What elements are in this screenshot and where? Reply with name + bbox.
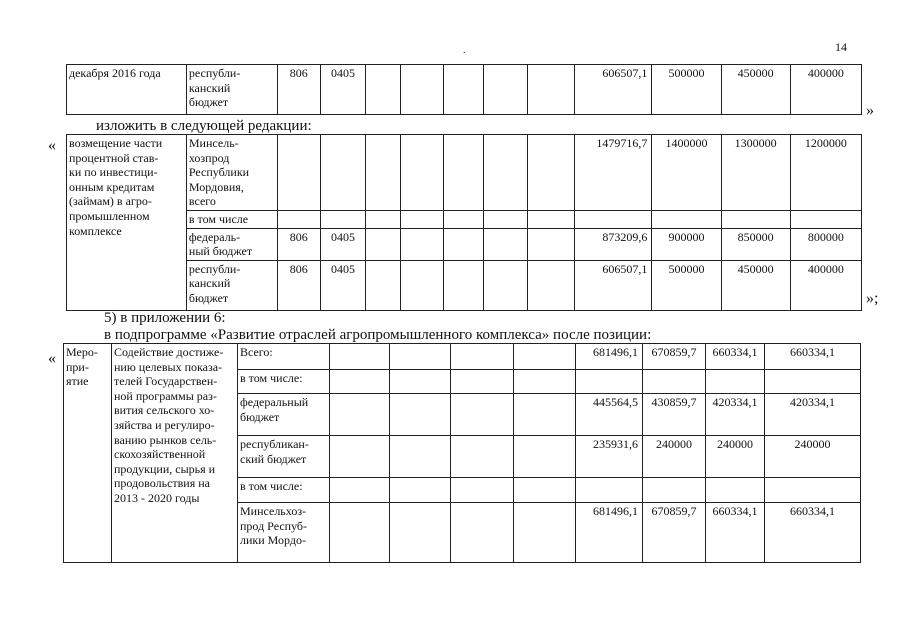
cell-value: 800000 bbox=[790, 228, 861, 260]
cell-empty bbox=[528, 210, 574, 228]
cell-empty bbox=[330, 344, 390, 370]
cell-empty bbox=[765, 478, 861, 503]
cell-value: 660334,1 bbox=[765, 503, 861, 563]
cell-empty bbox=[390, 478, 451, 503]
cell-empty bbox=[483, 210, 527, 228]
cell-empty bbox=[400, 65, 443, 115]
cell-empty bbox=[574, 210, 652, 228]
cell-value: 681496,1 bbox=[576, 503, 643, 563]
page-number: 14 bbox=[835, 40, 847, 54]
close-quote: »; bbox=[866, 290, 879, 307]
cell-empty bbox=[721, 210, 790, 228]
cell-value: 450000 bbox=[721, 65, 790, 115]
close-quote: » bbox=[866, 102, 874, 119]
cell-value: 235931,6 bbox=[576, 436, 643, 478]
cell-value: 445564,5 bbox=[576, 394, 643, 436]
cell-budget: республи- канский бюджет bbox=[186, 65, 277, 115]
cell-empty bbox=[330, 370, 390, 394]
cell-empty bbox=[514, 344, 576, 370]
cell-empty bbox=[451, 394, 514, 436]
cell-value: 240000 bbox=[643, 436, 706, 478]
cell-value: 400000 bbox=[790, 260, 861, 310]
section-heading: 5) в приложении 6: bbox=[104, 310, 226, 326]
cell-value: 670859,7 bbox=[643, 503, 706, 563]
cell-empty bbox=[706, 478, 765, 503]
cell-value: 420334,1 bbox=[765, 394, 861, 436]
cell-period: декабря 2016 года bbox=[67, 65, 187, 115]
cell-empty bbox=[514, 503, 576, 563]
cell-value: 1400000 bbox=[652, 135, 721, 211]
cell-value: 240000 bbox=[765, 436, 861, 478]
cell-empty bbox=[330, 436, 390, 478]
cell-empty bbox=[400, 228, 443, 260]
cell-empty bbox=[390, 370, 451, 394]
cell-value: 1300000 bbox=[721, 135, 790, 211]
cell-value: 660334,1 bbox=[706, 344, 765, 370]
cell-empty bbox=[576, 478, 643, 503]
cell-value: 430859,7 bbox=[643, 394, 706, 436]
cell-value: 850000 bbox=[721, 228, 790, 260]
cell-empty bbox=[330, 503, 390, 563]
table-new-wording bbox=[66, 134, 862, 311]
cell-value: 500000 bbox=[652, 260, 721, 310]
cell-empty bbox=[366, 260, 401, 310]
open-quote: « bbox=[48, 350, 56, 367]
scan-dot: . bbox=[463, 45, 466, 56]
cell-empty bbox=[390, 394, 451, 436]
cell-empty bbox=[643, 370, 706, 394]
cell-label: в том числе: bbox=[238, 478, 330, 503]
cell-empty bbox=[451, 370, 514, 394]
cell-empty bbox=[483, 135, 527, 211]
cell-empty bbox=[451, 503, 514, 563]
cell-empty bbox=[330, 478, 390, 503]
cell-empty bbox=[451, 344, 514, 370]
cell-label: в том числе: bbox=[238, 370, 330, 394]
cell-code-0405: 0405 bbox=[320, 65, 365, 115]
table-subprogram bbox=[63, 343, 861, 563]
cell-empty bbox=[514, 478, 576, 503]
table-continuation bbox=[66, 64, 862, 115]
cell-empty bbox=[514, 436, 576, 478]
cell-value: 500000 bbox=[652, 65, 721, 115]
cell-label: федеральный бюджет bbox=[238, 394, 330, 436]
cell-empty bbox=[320, 210, 365, 228]
cell-empty bbox=[390, 436, 451, 478]
table-row bbox=[67, 210, 862, 228]
cell-code: 0405 bbox=[320, 228, 365, 260]
cell-value: 606507,1 bbox=[574, 65, 652, 115]
cell-empty bbox=[443, 210, 483, 228]
cell-empty bbox=[514, 370, 576, 394]
cell-value: 420334,1 bbox=[706, 394, 765, 436]
cell-budget: республи- канский бюджет bbox=[186, 260, 277, 310]
section-subheading: в подпрограмме «Развитие отраслей агропромышленного комплекса» после позиции: bbox=[104, 327, 652, 343]
cell-empty bbox=[366, 135, 401, 211]
cell-type: Меро- при- ятие bbox=[64, 344, 112, 563]
cell-value: 670859,7 bbox=[643, 344, 706, 370]
cell-value: 1200000 bbox=[790, 135, 861, 211]
open-quote: « bbox=[48, 137, 56, 154]
cell-empty bbox=[528, 228, 574, 260]
cell-empty bbox=[483, 65, 527, 115]
cell-empty bbox=[451, 478, 514, 503]
cell-value: 873209,6 bbox=[574, 228, 652, 260]
cell-budget: Минсель- хозпрод Республики Мордовия, всего bbox=[186, 135, 277, 211]
cell-code: 806 bbox=[277, 260, 320, 310]
cell-measure-name: возмещение части процентной став- ки по инвестици- онным кредитам (займам) в агро- промышленном комплексе bbox=[67, 135, 187, 311]
cell-value: 681496,1 bbox=[576, 344, 643, 370]
cell-label: Минсельхоз- прод Респуб- лики Мордо- bbox=[238, 503, 330, 563]
table-row bbox=[67, 228, 862, 260]
cell-budget: федераль- ный бюджет bbox=[186, 228, 277, 260]
cell-empty bbox=[366, 210, 401, 228]
cell-empty bbox=[483, 260, 527, 310]
table-row bbox=[67, 260, 862, 310]
cell-empty bbox=[390, 503, 451, 563]
table-row bbox=[67, 65, 862, 115]
cell-value: 900000 bbox=[652, 228, 721, 260]
cell-empty bbox=[277, 210, 320, 228]
cell-description: Содействие достиже- нию целевых показа- телей Государствен- ной программы раз- вития сельского хо- зяйства и регулиро- ванию рынков сель- скохозяйственной продукции, сырья и продовольствия на 2013 - 2020 годы bbox=[112, 344, 238, 563]
cell-empty bbox=[483, 228, 527, 260]
cell-empty bbox=[528, 135, 574, 211]
cell-value: 660334,1 bbox=[706, 503, 765, 563]
cell-empty bbox=[443, 228, 483, 260]
cell-empty bbox=[528, 65, 574, 115]
cell-label: Всего: bbox=[238, 344, 330, 370]
cell-value: 1479716,7 bbox=[574, 135, 652, 211]
cell-code bbox=[320, 135, 365, 211]
cell-empty bbox=[514, 394, 576, 436]
cell-value: 450000 bbox=[721, 260, 790, 310]
cell-empty bbox=[443, 260, 483, 310]
cell-empty bbox=[443, 135, 483, 211]
cell-code bbox=[277, 135, 320, 211]
cell-value: 606507,1 bbox=[574, 260, 652, 310]
table-row bbox=[67, 135, 862, 211]
table-row bbox=[64, 344, 861, 370]
cell-code-806: 806 bbox=[277, 65, 320, 115]
cell-empty bbox=[451, 436, 514, 478]
cell-value: 660334,1 bbox=[765, 344, 861, 370]
cell-code: 0405 bbox=[320, 260, 365, 310]
cell-empty bbox=[652, 210, 721, 228]
cell-empty bbox=[366, 228, 401, 260]
cell-empty bbox=[390, 344, 451, 370]
cell-empty bbox=[400, 135, 443, 211]
cell-empty bbox=[528, 260, 574, 310]
cell-empty bbox=[400, 260, 443, 310]
cell-empty bbox=[643, 478, 706, 503]
cell-empty bbox=[576, 370, 643, 394]
cell-empty bbox=[765, 370, 861, 394]
cell-budget: в том числе bbox=[186, 210, 277, 228]
cell-value: 240000 bbox=[706, 436, 765, 478]
cell-code: 806 bbox=[277, 228, 320, 260]
cell-empty bbox=[706, 370, 765, 394]
instruction-text: изложить в следующей редакции: bbox=[96, 118, 312, 134]
cell-empty bbox=[366, 65, 401, 115]
cell-empty bbox=[400, 210, 443, 228]
cell-empty bbox=[790, 210, 861, 228]
cell-label: республикан- ский бюджет bbox=[238, 436, 330, 478]
cell-empty bbox=[330, 394, 390, 436]
cell-value: 400000 bbox=[790, 65, 861, 115]
cell-empty bbox=[443, 65, 483, 115]
